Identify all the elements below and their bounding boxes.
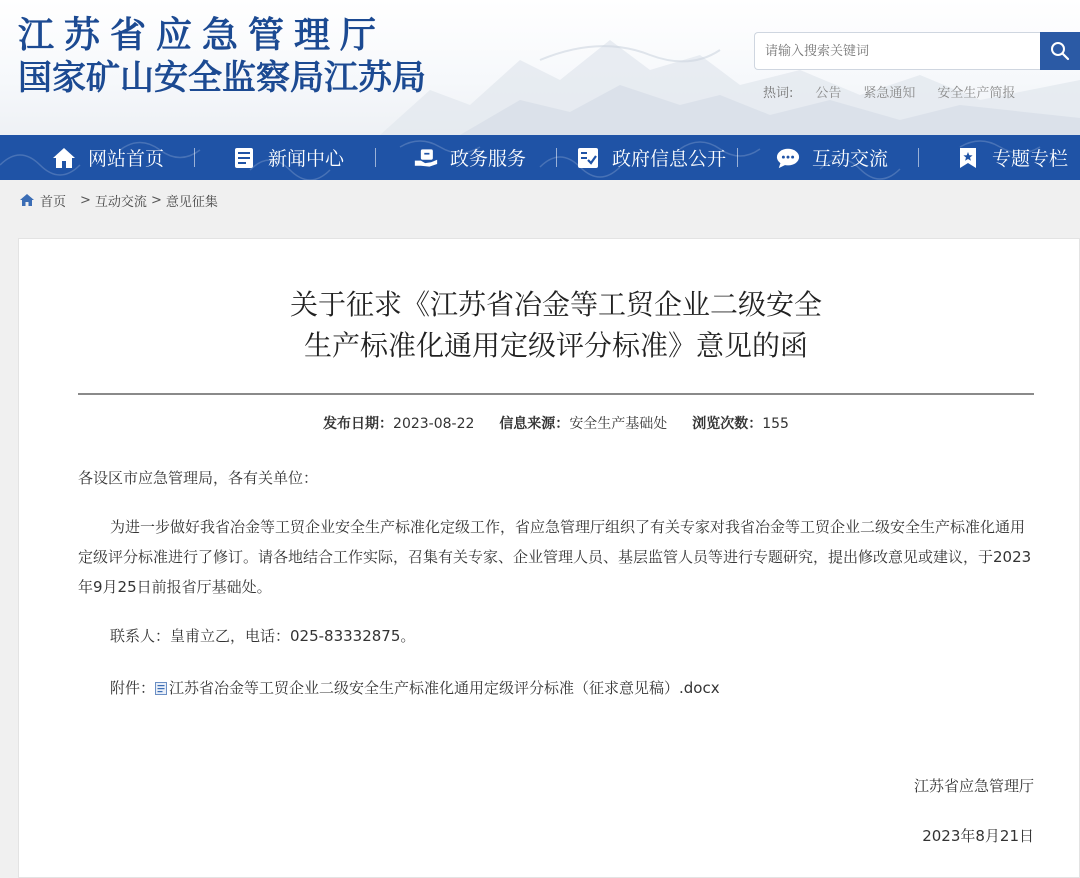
breadcrumb-current[interactable]: 意见征集 [165, 194, 218, 210]
search-field[interactable] [754, 32, 1040, 70]
nav-item-news[interactable] [232, 135, 344, 180]
attachment-line [78, 673, 1038, 703]
nav-divider [556, 148, 557, 167]
org-name-secondary[interactable]: 国家矿山安全监察局江苏局 [18, 58, 426, 98]
publish-date: 2023-08-22 [393, 416, 475, 432]
nav-item-services[interactable] [414, 135, 526, 180]
service-icon [414, 146, 438, 170]
hot-words-label: 热词: [763, 86, 794, 101]
nav-item-interaction[interactable] [776, 135, 888, 180]
breadcrumb-separator: > [80, 192, 91, 208]
search-icon [1050, 41, 1070, 61]
nav-item-label: 网站首页 [88, 148, 165, 170]
salutation: 各设区市应急管理局，各有关单位： [78, 469, 319, 487]
attachment-link[interactable]: 江苏省冶金等工贸企业二级安全生产标准化通用定级评分标准（征求意见稿）.docx [169, 679, 720, 697]
nav-item-gov-info[interactable] [576, 135, 726, 180]
home-icon [52, 146, 76, 170]
publish-date-label: 发布日期： [323, 416, 394, 432]
breadcrumb [20, 190, 218, 210]
signature-org: 江苏省应急管理厅 [913, 777, 1034, 795]
bookmark-icon [956, 146, 980, 170]
signature-date: 2023年8月21日 [922, 827, 1034, 845]
views-label: 浏览次数： [692, 416, 763, 432]
search-button[interactable] [1040, 32, 1080, 70]
breadcrumb-home-link[interactable]: 首页 [40, 194, 67, 210]
article-meta [78, 413, 1034, 433]
checklist-icon [576, 146, 600, 170]
hot-word-link[interactable]: 安全生产简报 [937, 86, 1016, 101]
source-value: 安全生产基础处 [569, 416, 668, 432]
contact-info: 联系人：皇甫立乙，电话：025-83332875。 [110, 627, 416, 645]
article-title-line1: 关于征求《江苏省冶金等工贸企业二级安全 [289, 288, 822, 321]
nav-item-label: 政务服务 [450, 148, 527, 170]
nav-divider [918, 148, 919, 167]
document-icon [232, 146, 256, 170]
org-name-primary[interactable]: 江苏省应急管理厅 [18, 15, 387, 56]
nav-item-label: 新闻中心 [268, 148, 345, 170]
nav-divider [375, 148, 376, 167]
nav-divider [737, 148, 738, 167]
nav-item-label: 专题专栏 [992, 148, 1069, 170]
nav-item-label: 互动交流 [812, 148, 889, 170]
chat-icon [776, 146, 800, 170]
title-divider [78, 393, 1034, 395]
article-title-line2: 生产标准化通用定级评分标准》意见的函 [303, 329, 808, 362]
nav-item-label: 政府信息公开 [612, 148, 727, 170]
home-icon [20, 194, 34, 206]
source-label: 信息来源： [499, 416, 570, 432]
nav-item-home[interactable] [52, 135, 164, 180]
search-input[interactable] [755, 33, 1035, 69]
breadcrumb-separator: > [150, 192, 162, 208]
breadcrumb-interaction-link[interactable]: 互动交流 [94, 194, 147, 210]
nav-divider [194, 148, 195, 167]
hot-word-link[interactable]: 紧急通知 [863, 86, 916, 101]
views-count: 155 [762, 416, 789, 432]
hot-words [763, 82, 1015, 101]
doc-file-icon [155, 682, 167, 695]
main-navigation [0, 135, 1080, 180]
nav-item-special[interactable] [956, 135, 1068, 180]
attachment-label: 附件： [110, 679, 156, 697]
site-header [0, 0, 1080, 135]
article-body: 为进一步做好我省冶金等工贸企业安全生产标准化定级工作，省应急管理厅组织了有关专家对我省冶金等工贸企业二级安全生产标准化通用定级评分标准进行了修订。请各地结合工作实际，召集有关专家、企业管理人员、基层监管人员等进行专题研究，提出修改意见或建议，于2023年9月25日前报省厅基础处。 [78, 518, 1032, 596]
hot-word-link[interactable]: 公告 [815, 86, 842, 101]
